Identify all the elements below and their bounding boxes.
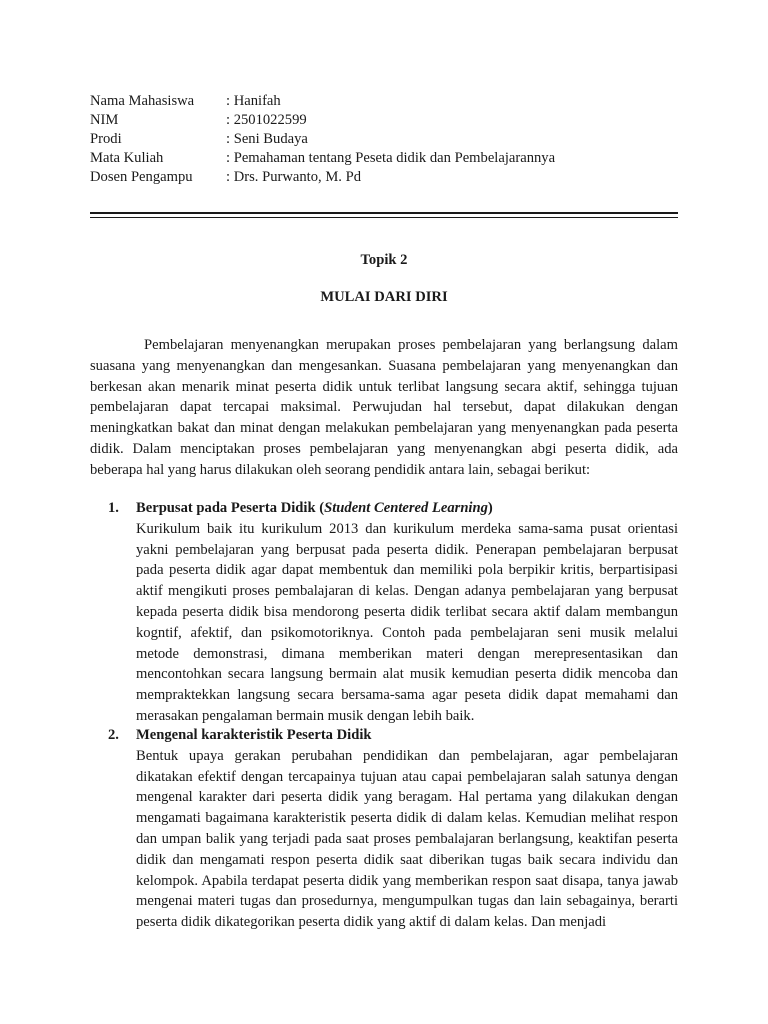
info-row-mata-kuliah: [90, 149, 690, 168]
info-value: : 2501022599: [226, 112, 307, 128]
info-row-nim: [90, 111, 690, 130]
list-item-body: Bentuk upaya gerakan perubahan pendidikan dan pembelajaran, agar pembelajaran dikatakan efektif dengan tercapainya tujuan atau capai pembelajaran salah satunya dengan mengenal karakter dari peserta didik yang beragam. Hal pertama yang dilakukan dengan mengamati bagaimana karakteristik peserta didik di dalam kelas. Kemudian melihat respon dan umpan balik yang terjadi pada saat proses pembalajaran berlangsung, keaktifan peserta didik dan mengamati respon peserta didik saat diberikan tugas baik secara individu dan kelompok. Apabila terdapat peserta didik yang memberikan respon saat disapa, tanya jawab mengenai materi tugas dan prosedurnya, mengumpulkan tugas dan lain sebagainya, berarti peserta didik dikategorikan peserta didik yang aktif di dalam kelas. Dan menjadi: [136, 747, 678, 931]
topic-number: Topik 2: [360, 252, 408, 268]
info-label: Dosen Pengampu: [90, 169, 193, 185]
heading-text: Mengenal karakteristik Peserta Didik: [136, 727, 372, 743]
header-divider-thin: [90, 217, 678, 218]
list-item: [90, 498, 678, 727]
heading-close-text: ): [487, 500, 493, 516]
list-item-body: Kurikulum baik itu kurikulum 2013 dan kurikulum merdeka sama-sama pusat orientasi yakni pembelajaran yang berpusat pada peserta didik. Penerapan pembelajaran berpusat pada peserta didik agar dapat membentuk dan memiliki pola berpikir kritis, berpartisipasi aktif mengikuti proses pembalajaran di kelas. Dengan adanya pembelajaran yang berpusat kepada peserta didik bisa mendorong peserta didik terlibat secara aktif dalam membangun kogntif, afektif, dan psikomotoriknya. Contoh pada pembelajaran seni musik melalui metode demonstrasi, dimana memberikan materi dengan merepresentasikan dan mencontohkan secara langsung bermain alat musik kemudian peserta didik mencoba dan mempraktekkan langsung secara bersama-sama agar peseta didik dapat memahami dan merasakan pengalaman bermain musik dengan lebih baik.: [136, 520, 678, 724]
info-value: : Seni Budaya: [226, 131, 308, 147]
list-item-heading: [90, 725, 678, 746]
header-divider-thick: [90, 212, 678, 214]
list-item-number: 1.: [108, 500, 119, 516]
list-item: [90, 725, 678, 933]
info-label: Prodi: [90, 131, 122, 147]
intro-paragraph: Pembelajaran menyenangkan merupakan proses pembelajaran yang berlangsung dalam suasana yang menyenangkan dan mengesankan. Suasana pembelajaran yang menyenangkan dan berkesan akan menarik minat peserta didik untuk terlibat langsung secara aktif, sehingga tujuan pembelajaran dapat tercapai maksimal. Perwujudan hal tersebut, dapat dilakukan dengan meningkatkan bakat dan minat dengan melakukan pembelajaran yang menyenangkan pada peserta didik. Dalam menciptakan proses pembelajaran yang menyenangkan abgi peserta didik, ada beberapa hal yang harus dilakukan oleh seorang pendidik antara lain, sebagai berikut:: [90, 337, 678, 478]
info-value: : Drs. Purwanto, M. Pd: [226, 169, 361, 185]
student-info-block: [90, 92, 690, 187]
list-item-heading: [90, 498, 678, 519]
topic-title: MULAI DARI DIRI: [320, 289, 448, 305]
heading-text: Berpusat pada Peserta Didik (: [136, 500, 325, 516]
info-label: Nama Mahasiswa: [90, 93, 195, 109]
point-list-1: [90, 498, 678, 727]
info-value: : Hanifah: [226, 93, 281, 109]
info-label: Mata Kuliah: [90, 150, 164, 166]
info-row-dosen: [90, 168, 690, 187]
info-row-nama: [90, 92, 690, 111]
info-label: NIM: [90, 112, 119, 128]
info-row-prodi: [90, 130, 690, 149]
point-list-2: [90, 725, 678, 933]
list-item-number: 2.: [108, 727, 119, 743]
heading-italic-text: Student Centered Learning: [324, 500, 488, 516]
info-value: : Pemahaman tentang Peseta didik dan Pembelajarannya: [226, 150, 556, 166]
